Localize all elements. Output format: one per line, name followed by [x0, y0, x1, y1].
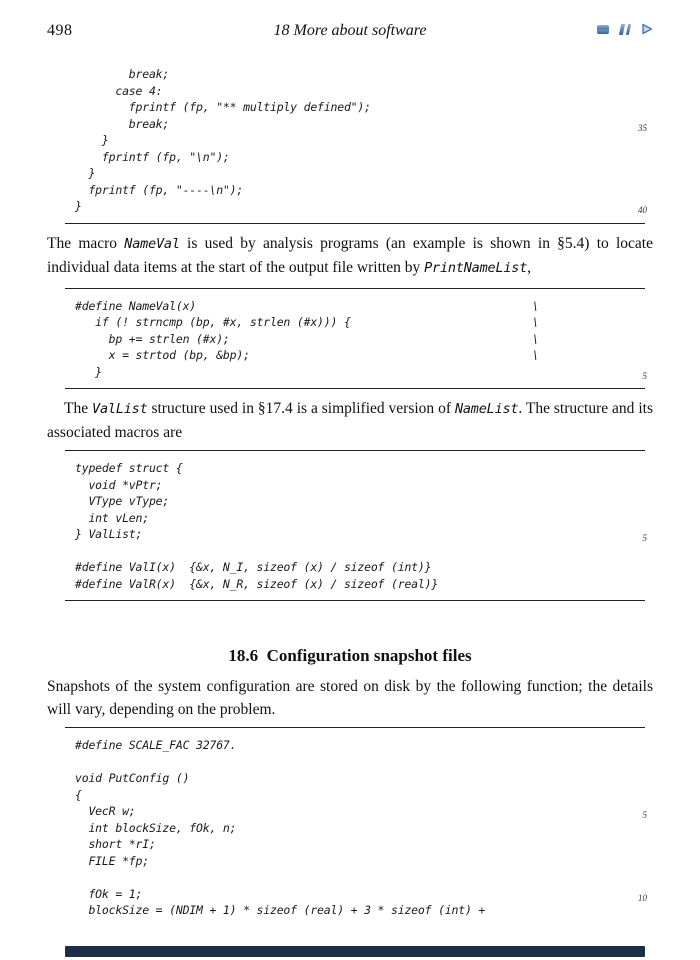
code-text: void PutConfig ()	[75, 771, 190, 785]
code-text: int blockSize, fOk, n;	[75, 820, 237, 835]
code-line	[75, 737, 643, 754]
code-line	[75, 198, 647, 215]
pause-icon[interactable]	[619, 24, 631, 35]
code-text: bp += strlen (#x); \	[75, 331, 539, 346]
code-line	[75, 754, 643, 771]
code-line	[75, 836, 643, 853]
code-line	[75, 331, 643, 348]
code-line-number: 35	[638, 122, 647, 133]
code-text: } ValList;	[75, 527, 143, 541]
code-text: void *vPtr;	[75, 477, 163, 492]
code-line-number: 5	[642, 533, 647, 543]
code-line-number: 10	[638, 892, 647, 903]
page-header	[47, 22, 653, 42]
code-line	[75, 902, 643, 919]
code-line	[75, 820, 643, 837]
stop-icon[interactable]	[597, 25, 609, 34]
code-line	[75, 314, 643, 331]
code-line	[75, 543, 643, 560]
code-line-number: 5	[642, 370, 647, 381]
paragraph	[47, 675, 653, 721]
code-text: fOk = 1;	[75, 886, 143, 901]
code-line	[75, 803, 647, 820]
code-line	[75, 460, 643, 477]
code-line	[75, 576, 643, 593]
code-line	[75, 132, 643, 149]
code-line	[75, 526, 647, 543]
paragraph-text: ,	[527, 258, 532, 276]
code-listing	[65, 288, 645, 390]
inline-code: NameList	[454, 401, 519, 417]
code-line	[75, 787, 643, 804]
code-line	[75, 559, 643, 576]
code-text	[75, 870, 82, 884]
code-text: }	[75, 199, 82, 213]
paragraph	[47, 397, 653, 444]
code-text	[75, 755, 82, 769]
code-line	[75, 83, 643, 100]
code-line-number: 5	[642, 810, 647, 820]
code-text: short *rI;	[75, 837, 156, 851]
code-text: case 4:	[75, 83, 163, 98]
code-line	[75, 99, 643, 116]
code-text: x = strtod (bp, &bp); \	[75, 348, 539, 362]
code-line	[75, 510, 643, 527]
code-line	[75, 364, 647, 381]
code-listing	[65, 450, 645, 601]
code-line	[75, 869, 643, 886]
paragraph-text: structure used in §17.4 is a simplified version of	[147, 400, 455, 417]
code-text: #define NameVal(x) \	[75, 298, 539, 313]
code-line	[75, 347, 643, 364]
code-text: fprintf (fp, "\n");	[75, 149, 230, 164]
reader-nav-icons	[543, 22, 653, 36]
bottom-scrollbar[interactable]	[65, 946, 645, 957]
page-number: 498	[47, 22, 73, 39]
code-text: fprintf (fp, "----\n");	[75, 182, 244, 197]
running-chapter-title: 18 More about software	[273, 22, 427, 39]
paragraph-text: . The structure and its associated macros are	[47, 400, 653, 441]
code-line	[75, 298, 643, 315]
code-text: VecR w;	[75, 804, 136, 818]
code-text: VType vType;	[75, 494, 170, 508]
code-line	[75, 149, 643, 166]
code-text: break;	[75, 67, 170, 81]
code-text: fprintf (fp, "** multiply defined");	[75, 100, 371, 114]
code-text: blockSize = (NDIM + 1) * sizeof (real) + 3 * sizeof (int) +	[75, 903, 486, 917]
code-listing	[65, 66, 645, 224]
inline-code: PrintNameList	[424, 259, 528, 276]
code-text: #define SCALE_FAC 32767.	[75, 738, 237, 752]
paragraph-text: The macro	[47, 234, 125, 252]
code-text: FILE *fp;	[75, 853, 149, 868]
code-text: #define ValI(x) {&x, N_I, sizeof (x) / sizeof (int)}	[75, 560, 432, 574]
code-text: #define ValR(x) {&x, N_R, sizeof (x) / sizeof (real)}	[75, 576, 439, 591]
paragraph-text: is used by analysis programs (an example is shown in §5.4) to locate individual data items at the start of the output file written by	[47, 234, 653, 276]
page-content	[47, 66, 653, 927]
code-line	[75, 477, 643, 494]
code-text: int vLen;	[75, 510, 149, 525]
play-icon[interactable]	[641, 23, 653, 35]
code-text: }	[75, 166, 96, 180]
code-line-number: 40	[638, 205, 647, 215]
code-text: if (! strncmp (bp, #x, strlen (#x))) { \	[75, 315, 539, 329]
code-text	[75, 544, 82, 558]
code-line	[75, 853, 643, 870]
code-line	[75, 770, 643, 787]
inline-code: ValList	[92, 401, 148, 417]
code-line	[75, 493, 643, 510]
code-listing	[65, 727, 645, 927]
code-text: }	[75, 133, 109, 147]
paragraph	[47, 232, 653, 280]
code-line	[75, 66, 643, 83]
paragraph-text: The	[64, 400, 93, 417]
code-text: {	[75, 787, 82, 802]
inline-code: NameVal	[124, 235, 180, 252]
code-text: break;	[75, 116, 170, 131]
paragraph-text: Snapshots of the system configuration are stored on disk by the following function; the details will vary, depending on the problem.	[47, 678, 653, 718]
code-line	[75, 165, 643, 182]
code-text: typedef struct {	[75, 461, 183, 475]
section-heading: 18.6 Configuration snapshot files	[228, 646, 472, 665]
code-line	[75, 886, 647, 903]
code-line	[75, 182, 643, 199]
code-line	[75, 116, 647, 133]
code-text: }	[75, 364, 102, 379]
